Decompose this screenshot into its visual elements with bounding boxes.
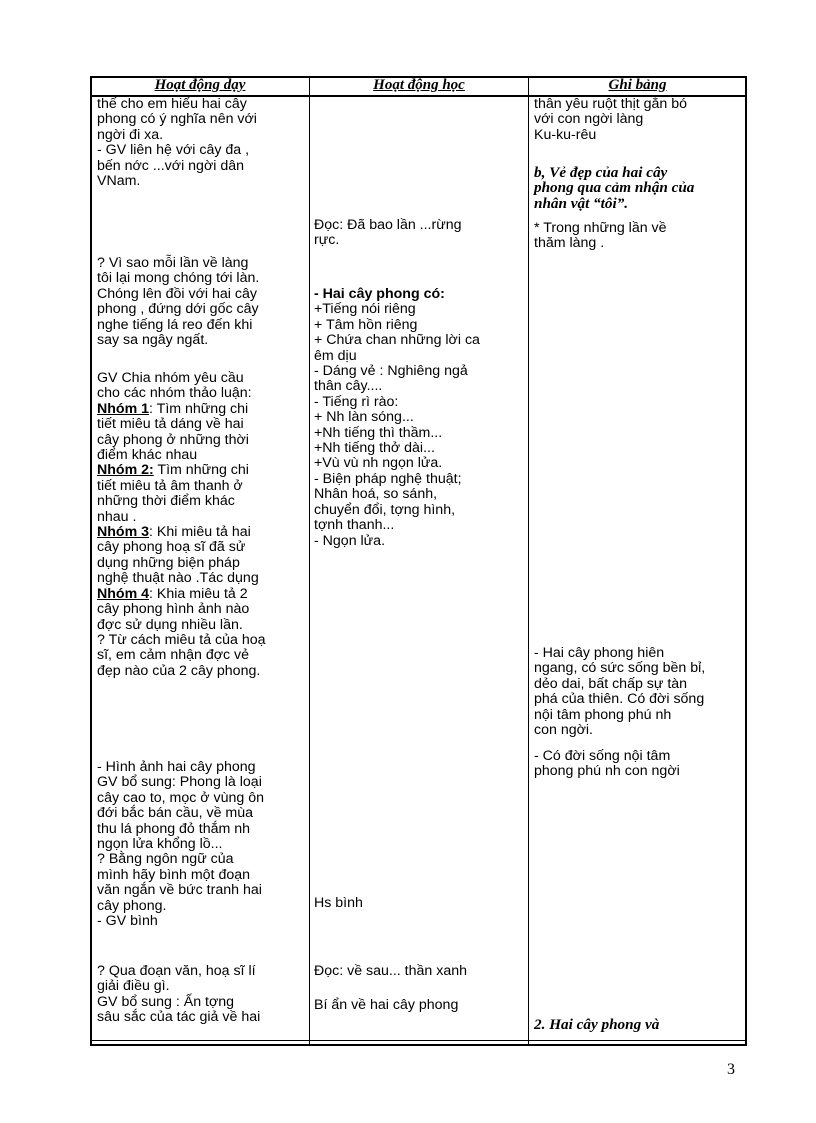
- text-line: tiết miêu tả âm thanh ở: [97, 477, 243, 494]
- text-line: sĩ, em cảm nhận đợc vẻ: [97, 647, 250, 664]
- text-line: nhau .: [97, 508, 137, 525]
- text-line: thăm làng .: [534, 235, 605, 252]
- col1-block-1: [97, 97, 303, 189]
- text-line: + Tâm hồn riêng: [314, 316, 418, 333]
- text-line: + Nh làn sóng...: [314, 409, 414, 426]
- text-line: +Tiếng nói riêng: [314, 301, 416, 318]
- text-line: - Có đời sống nội tâm: [534, 748, 671, 764]
- group-2-line: Nhóm 2: Tìm những chi: [97, 462, 249, 479]
- text-line: văn ngắn về bức tranh hai: [97, 882, 262, 899]
- col1-block-4: [97, 760, 303, 929]
- text-line: - Biện pháp nghệ thuật;: [314, 470, 462, 487]
- text-line: Đọc: về sau... thần xanh: [314, 963, 468, 979]
- text-line: êm dịu: [314, 347, 357, 364]
- col3-block-1: [534, 97, 739, 143]
- text-line: cây phong.: [97, 897, 167, 914]
- text-line: cho các nhóm thảo luận:: [97, 385, 252, 402]
- text-line: nội tâm phong phú nh: [534, 706, 672, 723]
- section-heading: b, Vẻ đẹp của hai cây: [534, 164, 668, 181]
- text-line: với con ngời làng: [534, 111, 644, 128]
- text-line: GV bổ sung: Phong là loại: [97, 774, 262, 791]
- text-line: +Vù vù nh ngọn lửa.: [314, 455, 443, 472]
- col2-block-1: [314, 218, 520, 249]
- text-line: - GV bình: [97, 913, 158, 930]
- text-line: Đọc: Đã bao lần ...rừng: [314, 217, 462, 233]
- col1-block-3: [97, 371, 303, 679]
- text-line: - Hình ảnh hai cây phong: [97, 759, 256, 775]
- text-line: cây phong hoạ sĩ đã sử: [97, 539, 246, 556]
- group-2-label: Nhóm 2:: [97, 462, 154, 479]
- section-heading: 2. Hai cây phong và: [534, 1016, 660, 1033]
- text-line: ? Qua đoạn văn, hoạ sĩ lí: [97, 963, 256, 979]
- group-1-line: Nhóm 1: Tìm những chi: [97, 400, 249, 417]
- col1-block-5: [97, 964, 303, 1026]
- col1-block-2: [97, 256, 303, 348]
- text-line: thế cho em hiểu hai cây: [97, 96, 247, 112]
- col2-block-2: [314, 287, 520, 549]
- text-line: Chóng lên đồi với hai cây: [97, 285, 257, 302]
- text-line: chuyển đổi, tợng hình,: [314, 501, 456, 518]
- text-line: đẹp nào của 2 cây phong.: [97, 662, 261, 679]
- header-ghi-bang: Ghi bảng: [608, 78, 667, 93]
- text-line: bến nớc ...với ngời dân: [97, 157, 245, 174]
- text-line: - GV liên hệ với cây đa ,: [97, 142, 250, 159]
- header-hoat-dong-hoc: Hoạt động học: [373, 78, 465, 93]
- text-line: ngời đi xa.: [97, 126, 164, 143]
- text-line: dẻo dai, bất chấp sự tàn: [534, 675, 688, 692]
- col2-block-3: [314, 896, 520, 911]
- col2-block-4: [314, 964, 520, 979]
- text-line: thân cây....: [314, 378, 383, 395]
- text-line: say sa ngây ngất.: [97, 332, 209, 349]
- text-line: ? Bằng ngôn ngữ của: [97, 851, 234, 868]
- text-line: GV Chia nhóm yêu cầu: [97, 370, 244, 386]
- text-line: Bí ẩn về hai cây phong: [314, 997, 459, 1013]
- text-line: Nhân hoá, so sánh,: [314, 486, 438, 503]
- col3-block-4: [534, 646, 739, 738]
- text-line: thu lá phong đỏ thắm nh: [97, 820, 251, 837]
- text-line: cây phong ở những thời: [97, 431, 249, 448]
- text-line: ngang, có sức sống bền bỉ,: [534, 660, 706, 677]
- text-line: tiết miêu tả dáng về hai: [97, 416, 244, 433]
- text-line: điểm khác nhau: [97, 447, 198, 464]
- text-line: giải điều gì.: [97, 978, 170, 995]
- text-line: tôi lại mong chóng tới làn.: [97, 270, 260, 287]
- text-line: GV bổ sung : Ấn tợng: [97, 993, 235, 1010]
- group-1-label: Nhóm 1: [97, 400, 150, 417]
- col3-block-5: [534, 749, 739, 780]
- col3-block-6: [534, 1017, 739, 1032]
- text-line: +Nh tiếng thì thầm...: [314, 424, 443, 441]
- group-4-label: Nhóm 4: [97, 585, 150, 602]
- text-line: VNam.: [97, 173, 141, 190]
- text-line: - Dáng vẻ : Nghiêng ngả: [314, 363, 468, 380]
- text-line: cây phong hình ảnh nào: [97, 601, 250, 618]
- text-line: sâu sắc của tác giả về hai: [97, 1009, 261, 1026]
- text-line: +Nh tiếng thở dài...: [314, 440, 435, 457]
- text-line: phong có ý nghĩa nên với: [97, 111, 257, 128]
- text-line: - Ngọn lửa.: [314, 532, 386, 549]
- section-heading: phong qua cảm nhận của: [534, 179, 695, 197]
- col2-block-5: [314, 998, 520, 1013]
- text-line: - Tiếng rì rào:: [314, 393, 399, 410]
- section-heading: nhân vật “tôi”.: [534, 194, 629, 212]
- text-line: rực.: [314, 232, 340, 249]
- text-line: thân yêu ruột thịt gắn bó: [534, 96, 688, 112]
- column-divider: [309, 78, 310, 1044]
- text-line: + Chứa chan những lời ca: [314, 332, 480, 349]
- text-line: đới bắc bán cầu, về mùa: [97, 805, 254, 822]
- text-line: phong , đứng dới gốc cây: [97, 301, 259, 318]
- group-4-line: Nhóm 4: Khia miêu tả 2: [97, 585, 248, 602]
- text-line: cây cao to, mọc ở vùng ôn: [97, 789, 265, 806]
- column-divider: [528, 78, 529, 1044]
- text-line: - Hai cây phong hiên: [534, 645, 665, 661]
- text-line: con ngời.: [534, 722, 593, 739]
- group-3-label: Nhóm 3: [97, 524, 150, 541]
- text-line: ? Từ cách miêu tả của hoạ: [97, 631, 266, 648]
- text-line: Hs bình: [314, 895, 363, 911]
- text-line: phá của thiên. Có đời sống: [534, 691, 705, 708]
- text-line: ngọn lửa khổng lồ...: [97, 836, 223, 853]
- text-line: Ku-ku-rêu: [534, 126, 597, 143]
- text-line: những thời điểm khác: [97, 493, 235, 510]
- text-line: tợnh thanh...: [314, 517, 395, 534]
- group-3-line: Nhóm 3: Khi miêu tả hai: [97, 524, 251, 541]
- page-number: 3: [727, 1061, 735, 1078]
- section-title: - Hai cây phong có:: [314, 286, 445, 302]
- text-line: nghệ thuật nào .Tác dụng: [97, 570, 259, 587]
- text-line: mình hãy bình một đoạn: [97, 866, 251, 883]
- text-line: ? Vì sao mỗi lần về làng: [97, 255, 249, 271]
- text-line: dụng những biện pháp: [97, 554, 240, 571]
- text-line: đợc sử dụng nhiều lần.: [97, 616, 243, 633]
- text-line: nghe tiếng lá reo đến khi: [97, 316, 253, 333]
- text-line: * Trong những lần về: [534, 220, 667, 236]
- text-line: phong phú nh con ngời: [534, 763, 680, 780]
- col3-block-2: [534, 165, 739, 211]
- col3-block-3: [534, 221, 739, 252]
- header-hoat-dong-day: Hoạt động dạy: [154, 78, 246, 93]
